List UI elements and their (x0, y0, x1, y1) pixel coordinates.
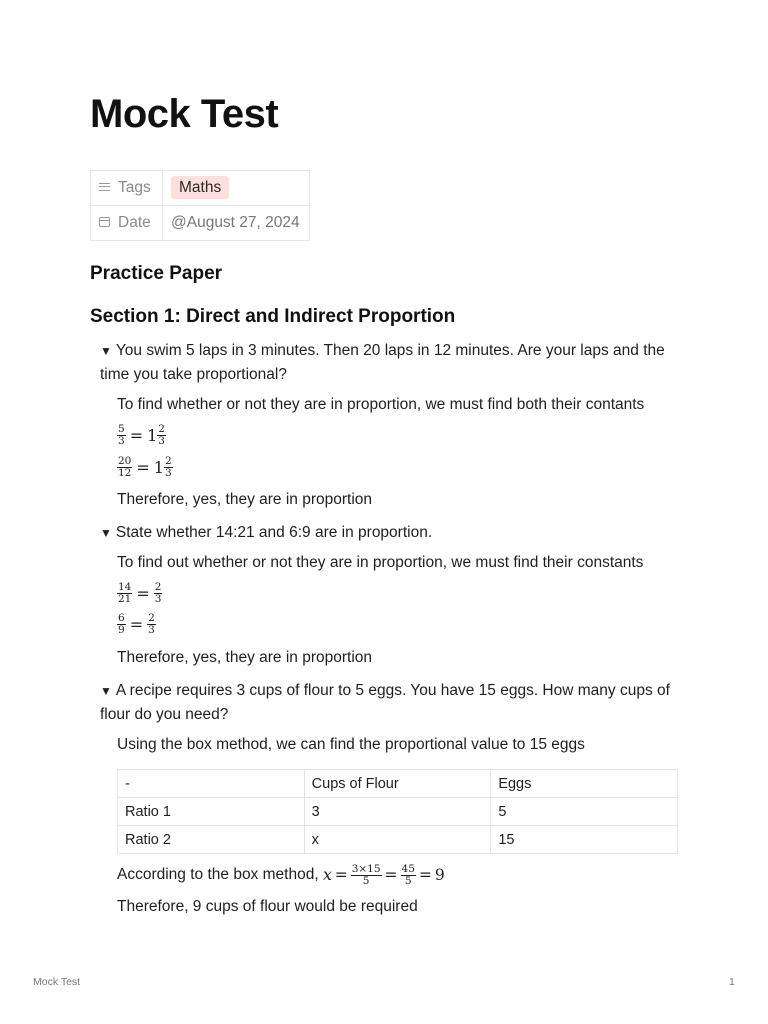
q3-conclusion: Therefore, 9 cups of flour would be required (117, 898, 418, 915)
table-header-cell: Eggs (491, 770, 678, 798)
property-value-date[interactable] (163, 206, 310, 241)
table-cell: 15 (491, 826, 678, 854)
properties-table (90, 170, 310, 241)
tag-badge[interactable]: Maths (171, 176, 229, 199)
q3-method-line (117, 863, 445, 887)
calendar-icon (99, 217, 110, 227)
toggle-triangle-icon[interactable]: ▼ (100, 684, 112, 698)
property-row-tags (91, 171, 310, 206)
toggle-question-1[interactable] (100, 339, 678, 386)
q1-equation-2: $\frac{20}{12}$ = 1 $\frac{2}{3}$ (118, 455, 172, 479)
property-key-tags (91, 171, 163, 206)
page-number: 1 (729, 976, 735, 988)
heading-section-1: Section 1: Direct and Indirect Proportion (90, 306, 456, 327)
toggle-question-3[interactable] (100, 679, 678, 726)
q2-conclusion: Therefore, yes, they are in proportion (117, 649, 373, 666)
question-1-text: You swim 5 laps in 3 minutes. Then 20 laps in 12 minutes. Are your laps and the time you take proportional? (100, 342, 665, 383)
heading-practice-paper: Practice Paper (90, 263, 223, 284)
table-header-cell: - (118, 770, 305, 798)
q1-conclusion: Therefore, yes, they are in proportion (117, 491, 373, 508)
toggle-question-2[interactable] (100, 521, 678, 545)
footer-title: Mock Test (33, 976, 81, 988)
toggle-triangle-icon[interactable]: ▼ (100, 344, 112, 358)
tags-label: Tags (118, 179, 151, 196)
property-key-date (91, 206, 163, 241)
table-cell: x (304, 826, 491, 854)
table-header-cell: Cups of Flour (304, 770, 491, 798)
box-method-table (117, 769, 678, 854)
q3-method-text: According to the box method, (117, 866, 323, 884)
q3-method-equation: x = $\frac{3\times 15}{5}$ = $\frac{45}{5}$ = 9 (322, 862, 445, 887)
q3-intro: Using the box method, we can find the proportional value to 15 eggs (117, 736, 585, 753)
date-value[interactable]: @August 27, 2024 (171, 214, 300, 231)
table-row (118, 798, 678, 826)
property-value-tags[interactable] (163, 171, 310, 206)
property-row-date (91, 206, 310, 241)
q2-equation-1: $\frac{14}{21}$ = $\frac{2}{3}$ (118, 581, 162, 605)
table-cell: Ratio 2 (118, 826, 305, 854)
toggle-triangle-icon[interactable]: ▼ (100, 526, 112, 540)
question-3-text: A recipe requires 3 cups of flour to 5 eggs. You have 15 eggs. How many cups of flour do you need? (100, 682, 670, 723)
q2-equation-2: $\frac{6}{9}$ = $\frac{2}{3}$ (118, 612, 155, 636)
table-cell: 3 (304, 798, 491, 826)
table-cell: Ratio 1 (118, 798, 305, 826)
question-2-text: State whether 14:21 and 6:9 are in proportion. (115, 524, 433, 541)
table-row (118, 826, 678, 854)
q1-intro: To find whether or not they are in proportion, we must find both their contants (117, 396, 645, 413)
date-label: Date (118, 214, 151, 231)
table-row (118, 770, 678, 798)
table-cell: 5 (491, 798, 678, 826)
list-icon (99, 183, 110, 191)
q1-equation-1: $\frac{5}{3}$ = 1 $\frac{2}{3}$ (118, 423, 165, 447)
page-title: Mock Test (90, 92, 279, 136)
q2-intro: To find out whether or not they are in proportion, we must find their constants (117, 554, 644, 571)
